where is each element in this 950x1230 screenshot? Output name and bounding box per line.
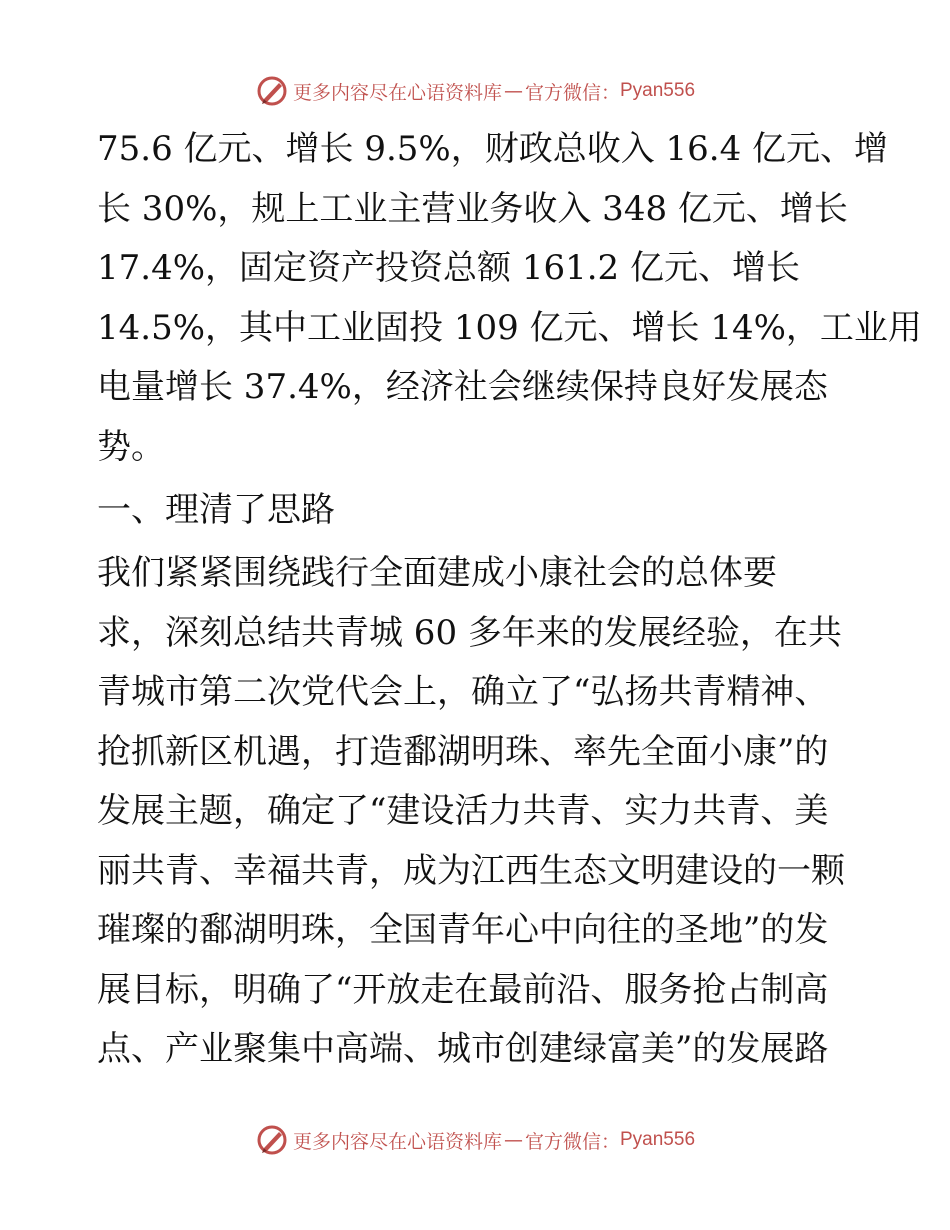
watermark-dash: — xyxy=(503,80,523,102)
text-line: 抢抓新区机遇，打造鄱湖明珠、率先全面小康”的 xyxy=(97,731,829,772)
pen-logo-icon xyxy=(255,1123,289,1157)
watermark-dash: — xyxy=(503,1129,523,1151)
text-line: 求，深刻总结共青城 60 多年来的发展经验，在共 xyxy=(97,612,842,653)
text-line: 75.6 亿元、增长 9.5%，财政总收入 16.4 亿元、增 xyxy=(97,129,889,169)
text-line: 展目标，明确了“开放走在最前沿、服务抢占制高 xyxy=(97,969,829,1010)
text-line: 点、产业聚集中高端、城市创建绿富美”的发展路 xyxy=(97,1029,829,1069)
watermark-wechat-label: 官方微信： xyxy=(524,81,620,104)
text-line: 发展主题，确定了“建设活力共青、实力共青、美 xyxy=(97,791,829,831)
document-body xyxy=(97,120,922,1080)
text-line: 电量增长 37.4%，经济社会继续保持良好发展态 xyxy=(97,367,828,407)
watermark-wechat-id: Pyan556 xyxy=(620,1129,696,1150)
watermark-wechat-label: 官方微信： xyxy=(524,1130,620,1153)
section-heading: 一、理清了思路 xyxy=(97,490,335,530)
header-watermark xyxy=(0,71,950,111)
paragraph-development-ideas xyxy=(97,544,857,1080)
watermark-text: 更多内容尽在心语资料库 xyxy=(292,1130,502,1153)
text-line: 丽共青、幸福共青，成为江西生态文明建设的一颗 xyxy=(97,850,845,891)
text-line: 我们紧紧围绕践行全面建成小康社会的总体要 xyxy=(97,553,777,593)
footer-watermark xyxy=(0,1120,950,1160)
text-line: 17.4%，固定资产投资总额 161.2 亿元、增长 xyxy=(97,248,800,288)
paragraph-economic-data xyxy=(97,120,922,477)
text-line: 14.5%，其中工业固投 109 亿元、增长 14%，工业用 xyxy=(97,307,922,348)
text-line: 璀璨的鄱湖明珠，全国青年心中向往的圣地”的发 xyxy=(97,910,829,950)
text-line: 长 30%，规上工业主营业务收入 348 亿元、增长 xyxy=(97,188,848,229)
watermark-text: 更多内容尽在心语资料库 xyxy=(292,81,502,104)
text-line: 势。 xyxy=(97,426,165,467)
pen-logo-icon xyxy=(255,74,289,108)
watermark-wechat-id: Pyan556 xyxy=(620,80,696,101)
text-line: 青城市第二次党代会上，确立了“弘扬共青精神、 xyxy=(97,672,829,712)
